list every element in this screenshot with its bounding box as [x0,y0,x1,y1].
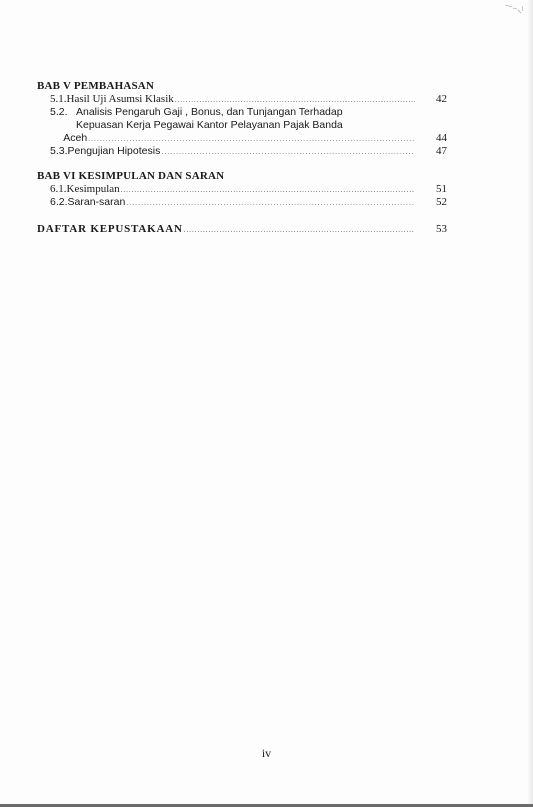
scan-speck-mark [503,2,525,16]
entry-label: Hasil Uji Asumsi Klasik [66,93,174,105]
chapter-heading: BAB VI KESIMPULAN DAN SARAN [37,170,225,182]
toc-entry-continuation [37,132,447,145]
entry-page: 42 [436,93,447,105]
dot-leader [88,136,415,143]
entry-number: 5.1. [50,93,67,105]
toc-entry-continuation [37,119,447,132]
entry-label: Saran-saran [67,196,126,208]
entry-label-line: Kepuasan Kerja Pegawai Kantor Pelayanan Pajak Banda [76,119,343,131]
entry-page: 44 [436,132,447,144]
dot-leader [175,97,415,104]
entry-page: 52 [436,196,447,208]
toc-entry [37,145,447,158]
dot-leader [121,187,415,194]
toc-entry [37,106,447,119]
entry-label: Pengujian Hipotesis [67,145,161,157]
toc-entry [37,196,447,209]
entry-label: Kesimpulan [66,183,120,195]
scan-edge-shadow [527,0,533,807]
dot-leader [126,200,415,207]
page-number: iv [261,746,272,760]
entry-number: 6.1. [50,183,67,195]
toc-entry-bibliography [37,223,447,236]
dot-leader [161,149,415,156]
table-of-contents [37,80,447,236]
entry-number: 6.2. [50,196,68,208]
entry-label-line: Analisis Pengaruh Gaji , Bonus, dan Tunjangan Terhadap [76,106,343,118]
bibliography-heading: DAFTAR KEPUSTAKAAN [37,223,183,235]
chapter-heading: BAB V PEMBAHASAN [37,80,155,92]
toc-entry [37,93,447,106]
entry-page: 47 [436,145,447,157]
toc-entry [37,183,447,196]
entry-number: 5.2. [50,106,68,118]
entry-page: 53 [436,223,447,235]
entry-page: 51 [436,183,447,195]
entry-number: 5.3. [50,145,68,157]
dot-leader [184,227,415,234]
entry-label-line: Aceh [63,132,88,144]
